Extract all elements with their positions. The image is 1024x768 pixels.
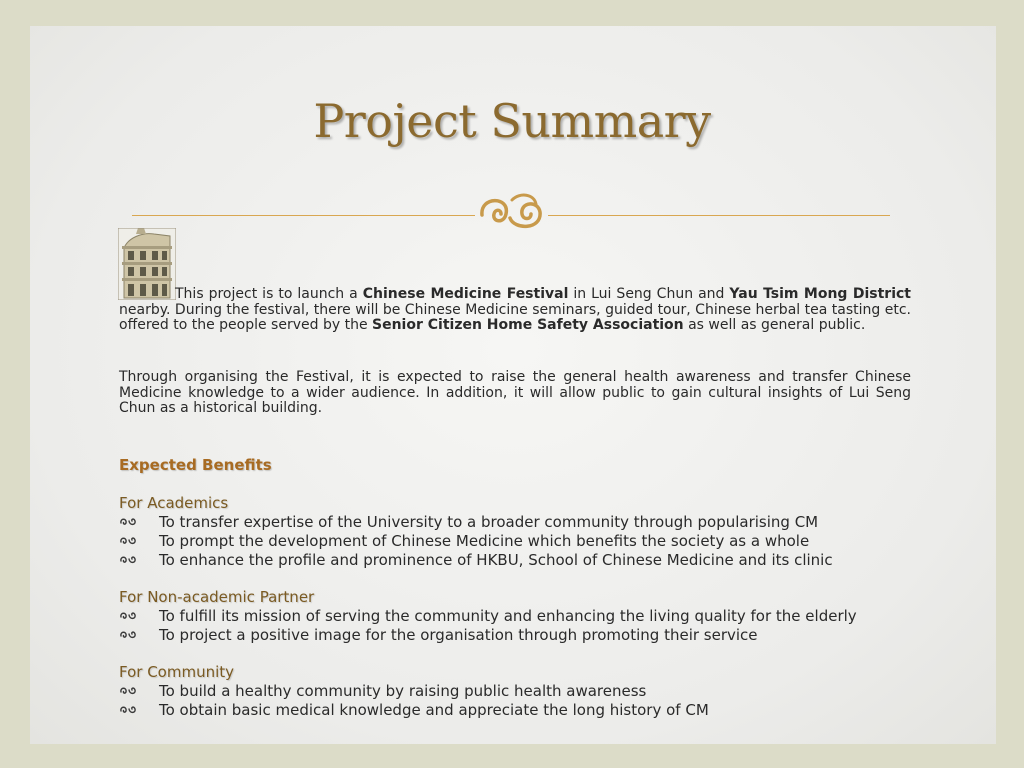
group-label-academics: For Academics xyxy=(119,494,229,512)
curl-bullet-icon xyxy=(119,535,137,547)
group-label-community: For Community xyxy=(119,663,235,681)
association-name: Senior Citizen Home Safety Association xyxy=(372,317,684,333)
curl-bullet-icon xyxy=(119,685,137,697)
intro-text-3: nearby. During the festival, there will be Chinese Medicine seminars, guided tour, Chinese herbal tea tasting etc. offered to the people served by the xyxy=(119,301,911,333)
divider-right xyxy=(548,215,890,216)
district-name: Yau Tsim Mong District xyxy=(729,286,911,302)
benefit-text: To enhance the profile and prominence of HKBU, School of Chinese Medicine and its clinic xyxy=(159,551,833,569)
intro-paragraph xyxy=(119,287,911,334)
curl-bullet-icon xyxy=(119,704,137,716)
curl-bullet-icon xyxy=(119,554,137,566)
curl-bullet-icon xyxy=(119,610,137,622)
group-label-non-academic: For Non-academic Partner xyxy=(119,588,315,606)
curl-bullet-icon xyxy=(119,516,137,528)
intro-text-1: This project is to launch a xyxy=(175,286,363,302)
intro-text-2: in Lui Seng Chun and xyxy=(568,286,730,302)
curl-bullet-icon xyxy=(119,629,137,641)
benefit-text: To transfer expertise of the University to a broader community through popularising CM xyxy=(159,513,819,531)
benefit-text: To obtain basic medical knowledge and appreciate the long history of CM xyxy=(159,701,709,719)
benefit-text: To prompt the development of Chinese Medicine which benefits the society as a whole xyxy=(159,532,810,550)
expected-benefits-heading: Expected Benefits xyxy=(119,456,272,474)
intro-text-4: as well as general public. xyxy=(683,317,866,333)
benefit-text: To project a positive image for the organisation through promoting their service xyxy=(159,626,758,644)
festival-name: Chinese Medicine Festival xyxy=(362,286,569,302)
festival-goal-paragraph: Through organising the Festival, it is expected to raise the general health awareness and transfer Chinese Medicine knowledge to a wider audience. In addition, it will allow public to gain cultural insights of Lui Seng Chun as a historical building. xyxy=(119,369,911,416)
slide-title: Project Summary xyxy=(313,94,711,148)
benefit-text: To build a healthy community by raising public health awareness xyxy=(159,682,647,700)
benefit-text: To fulfill its mission of serving the community and enhancing the living quality for the elderly xyxy=(159,607,857,625)
flourish-icon xyxy=(476,190,548,236)
divider-left xyxy=(132,215,475,216)
